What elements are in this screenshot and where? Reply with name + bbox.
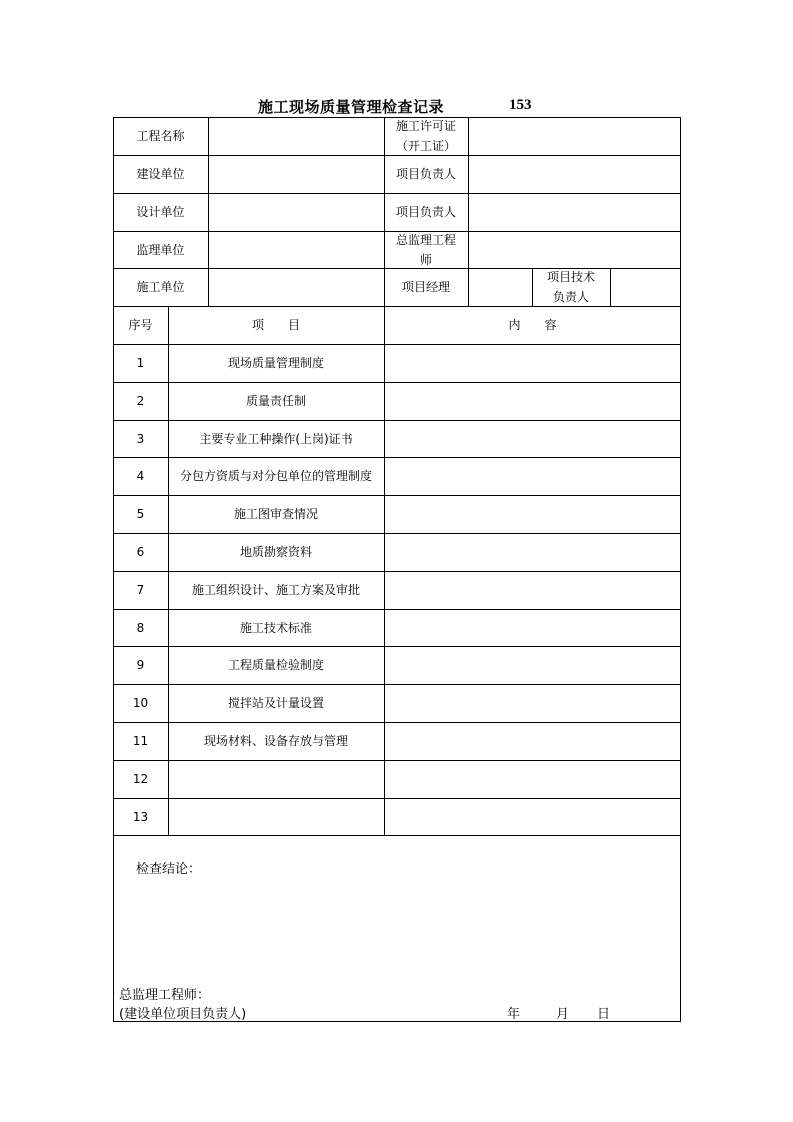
designer-project-lead-label: 项目负责人 bbox=[395, 205, 456, 219]
builder-project-lead-label: 项目负责人 bbox=[395, 167, 456, 181]
row-content[interactable] bbox=[384, 533, 681, 571]
row-number: 13 bbox=[132, 809, 149, 824]
designer-value[interactable] bbox=[208, 193, 384, 231]
builder-project-lead-value[interactable] bbox=[468, 155, 681, 193]
date-month-label: 月 bbox=[556, 1007, 570, 1022]
row-content[interactable] bbox=[384, 760, 681, 798]
row-number: 5 bbox=[136, 507, 145, 521]
row-content[interactable] bbox=[384, 344, 681, 382]
row-item: 工程质量检验制度 bbox=[227, 658, 324, 672]
row-item: 地质勘察资料 bbox=[239, 545, 312, 559]
row-number: 3 bbox=[136, 431, 145, 446]
row-item: 施工图审查情况 bbox=[233, 507, 318, 521]
project-manager-value[interactable] bbox=[468, 268, 532, 306]
row-item: 现场质量管理制度 bbox=[227, 356, 324, 370]
col-header-content: 内 容 bbox=[508, 318, 557, 332]
row-item: 搅拌站及计量设置 bbox=[227, 696, 324, 710]
technical-lead-label bbox=[532, 268, 610, 306]
document-title: 施工现场质量管理检查记录 bbox=[258, 98, 445, 116]
row-content[interactable] bbox=[384, 457, 681, 495]
row-item[interactable] bbox=[168, 760, 384, 798]
chief-supervisor-value[interactable] bbox=[468, 231, 681, 268]
designer-label: 设计单位 bbox=[136, 205, 185, 219]
col-header-item: 项 目 bbox=[251, 318, 300, 332]
row-item: 主要专业工种操作(上岗)证书 bbox=[199, 431, 353, 446]
row-number: 1 bbox=[136, 356, 145, 370]
row-content[interactable] bbox=[384, 722, 681, 760]
project-name-label: 工程名称 bbox=[136, 129, 185, 143]
construction-permit-label bbox=[384, 117, 468, 155]
inspection-conclusion-label: 检查结论： bbox=[136, 862, 202, 877]
row-number: 7 bbox=[136, 583, 145, 597]
row-content[interactable] bbox=[384, 609, 681, 646]
row-content[interactable] bbox=[384, 646, 681, 684]
row-number: 4 bbox=[136, 469, 145, 483]
row-item: 质量责任制 bbox=[245, 394, 306, 408]
date-day-label: 日 bbox=[597, 1007, 611, 1022]
construction-permit-value[interactable] bbox=[468, 117, 681, 155]
row-content[interactable] bbox=[384, 495, 681, 533]
row-number: 11 bbox=[132, 734, 149, 748]
tech-lead-line2: 负责人 bbox=[552, 290, 589, 304]
project-name-value[interactable] bbox=[208, 117, 384, 155]
builder-lead-signature-note: (建设单位项目负责人) bbox=[119, 1007, 247, 1022]
supervisor-label: 监理单位 bbox=[136, 242, 185, 257]
builder-value[interactable] bbox=[208, 155, 384, 193]
tech-lead-line1: 项目技术 bbox=[546, 270, 595, 284]
row-number: 2 bbox=[136, 394, 145, 408]
chief-supervisor-line1: 总监理工程 bbox=[395, 232, 456, 247]
row-content[interactable] bbox=[384, 382, 681, 420]
row-number: 12 bbox=[132, 772, 149, 786]
row-number: 8 bbox=[136, 620, 145, 635]
row-item[interactable] bbox=[168, 798, 384, 835]
builder-label: 建设单位 bbox=[136, 167, 185, 181]
chief-supervisor-label bbox=[384, 231, 468, 268]
permit-label-line2: （开工证） bbox=[395, 139, 456, 153]
document-number: 153 bbox=[509, 97, 532, 113]
row-number: 9 bbox=[136, 658, 145, 672]
technical-lead-value[interactable] bbox=[610, 268, 681, 306]
project-manager-label: 项目经理 bbox=[401, 280, 450, 294]
row-item: 施工技术标准 bbox=[239, 620, 312, 635]
chief-supervisor-signature-label: 总监理工程师： bbox=[119, 988, 211, 1003]
col-header-no: 序号 bbox=[128, 318, 153, 332]
designer-project-lead-value[interactable] bbox=[468, 193, 681, 231]
chief-supervisor-line2: 师 bbox=[419, 252, 432, 267]
row-content[interactable] bbox=[384, 571, 681, 609]
row-number: 6 bbox=[136, 545, 145, 559]
contractor-label: 施工单位 bbox=[136, 280, 185, 294]
row-content[interactable] bbox=[384, 420, 681, 457]
row-content[interactable] bbox=[384, 798, 681, 835]
row-divider bbox=[113, 835, 681, 836]
row-item: 施工组织设计、施工方案及审批 bbox=[191, 583, 360, 597]
row-item: 分包方资质与对分包单位的管理制度 bbox=[179, 469, 372, 483]
row-number: 10 bbox=[132, 696, 149, 710]
contractor-value[interactable] bbox=[208, 268, 384, 306]
row-item: 现场材料、设备存放与管理 bbox=[203, 734, 348, 748]
supervisor-value[interactable] bbox=[208, 231, 384, 268]
row-content[interactable] bbox=[384, 684, 681, 722]
permit-label-line1: 施工许可证 bbox=[395, 119, 456, 133]
date-year-label: 年 bbox=[507, 1007, 521, 1022]
